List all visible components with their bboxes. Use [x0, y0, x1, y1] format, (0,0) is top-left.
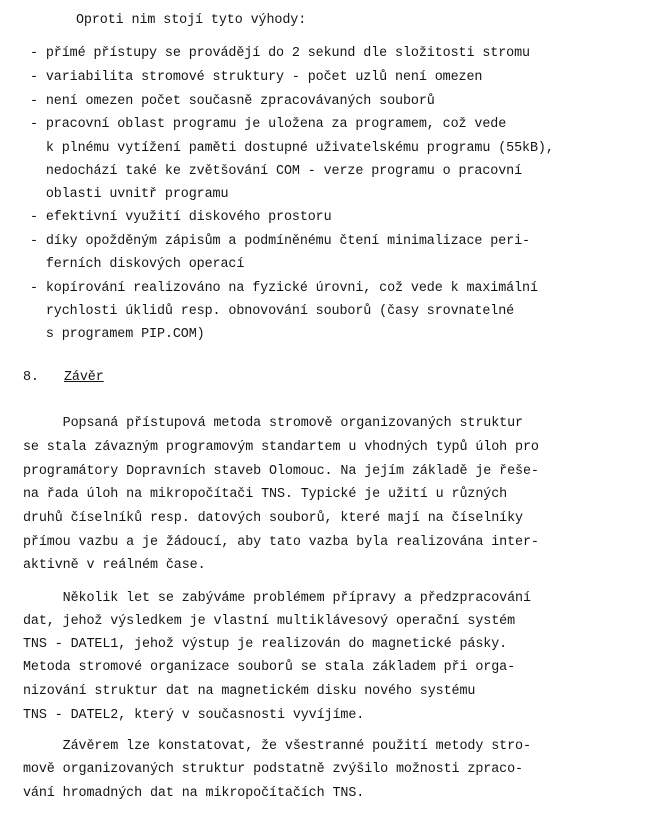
paragraph-line: na řada úloh na mikropočítači TNS. Typické je užití u různých [23, 487, 508, 502]
list-item-line: - efektivní využití diskového prostoru [30, 210, 332, 225]
list-item-line: k plnému vytížení paměti dostupné uživatelskému programu (55kB), [30, 141, 554, 156]
paragraph-line: se stala závazným programovým standartem u vhodných typů úloh pro [23, 440, 539, 455]
list-item-line: - díky opožděným zápisům a podmíněnému čtení minimalizace peri- [30, 234, 530, 249]
paragraph-line: Popsaná přístupová metoda stromově organizovaných struktur [23, 416, 523, 431]
list-item-line: - kopírování realizováno na fyzické úrovni, což vede k maximální [30, 281, 538, 296]
intro-line: Oproti nim stojí tyto výhody: [76, 13, 307, 28]
paragraph-line: vání hromadných dat na mikropočítačích TNS. [23, 786, 365, 801]
paragraph-line: programátory Dopravních staveb Olomouc. Na jejím základě je řeše- [23, 464, 539, 479]
list-item-line: oblasti uvnitř programu [30, 187, 229, 202]
paragraph-line: aktivně v reálném čase. [23, 558, 206, 573]
paragraph-line: dat, jehož výsledkem je vlastní multiklávesový operační systém [23, 614, 516, 629]
list-item-line: nedochází také ke zvětšování COM - verze programu o pracovní [30, 164, 523, 179]
paragraph-line: přímou vazbu a je žádoucí, aby tato vazba byla realizována inter- [23, 535, 539, 550]
paragraph-line: Metoda stromové organizace souborů se stala základem při orga- [23, 660, 516, 675]
paragraph-line: druhů číselníků resp. datových souborů, které mají na číselníky [23, 511, 523, 526]
paragraph-line: Několik let se zabýváme problémem přípravy a předzpracování [23, 591, 531, 606]
paragraph-line: nizování struktur dat na magnetickém disku nového systému [23, 684, 476, 699]
paragraph-line: TNS - DATEL2, který v současnosti vyvíjíme. [23, 708, 365, 723]
paragraph-line: TNS - DATEL1, jehož výstup je realizován do magnetické pásky. [23, 637, 508, 652]
list-item-line: - pracovní oblast programu je uložena za programem, což vede [30, 117, 507, 132]
paragraph-line: mově organizovaných struktur podstatně zvýšilo možnosti zpraco- [23, 762, 523, 777]
list-item-line: ferních diskových operací [30, 257, 245, 272]
list-item-line: - variabilita stromové struktury - počet uzlů není omezen [30, 70, 483, 85]
list-item-line: - přímé přístupy se provádějí do 2 sekund dle složitosti stromu [30, 46, 530, 61]
paragraph-line: Závěrem lze konstatovat, že všestranné použití metody stro- [23, 739, 531, 754]
section-number: 8. [23, 370, 39, 385]
list-item-line: - není omezen počet současně zpracovávaných souborů [30, 94, 435, 109]
section-title: Závěr [64, 370, 104, 385]
list-item-line: s programem PIP.COM) [30, 327, 205, 342]
list-item-line: rychlosti úklidů resp. obnovování souborů (časy srovnatelné [30, 304, 515, 319]
